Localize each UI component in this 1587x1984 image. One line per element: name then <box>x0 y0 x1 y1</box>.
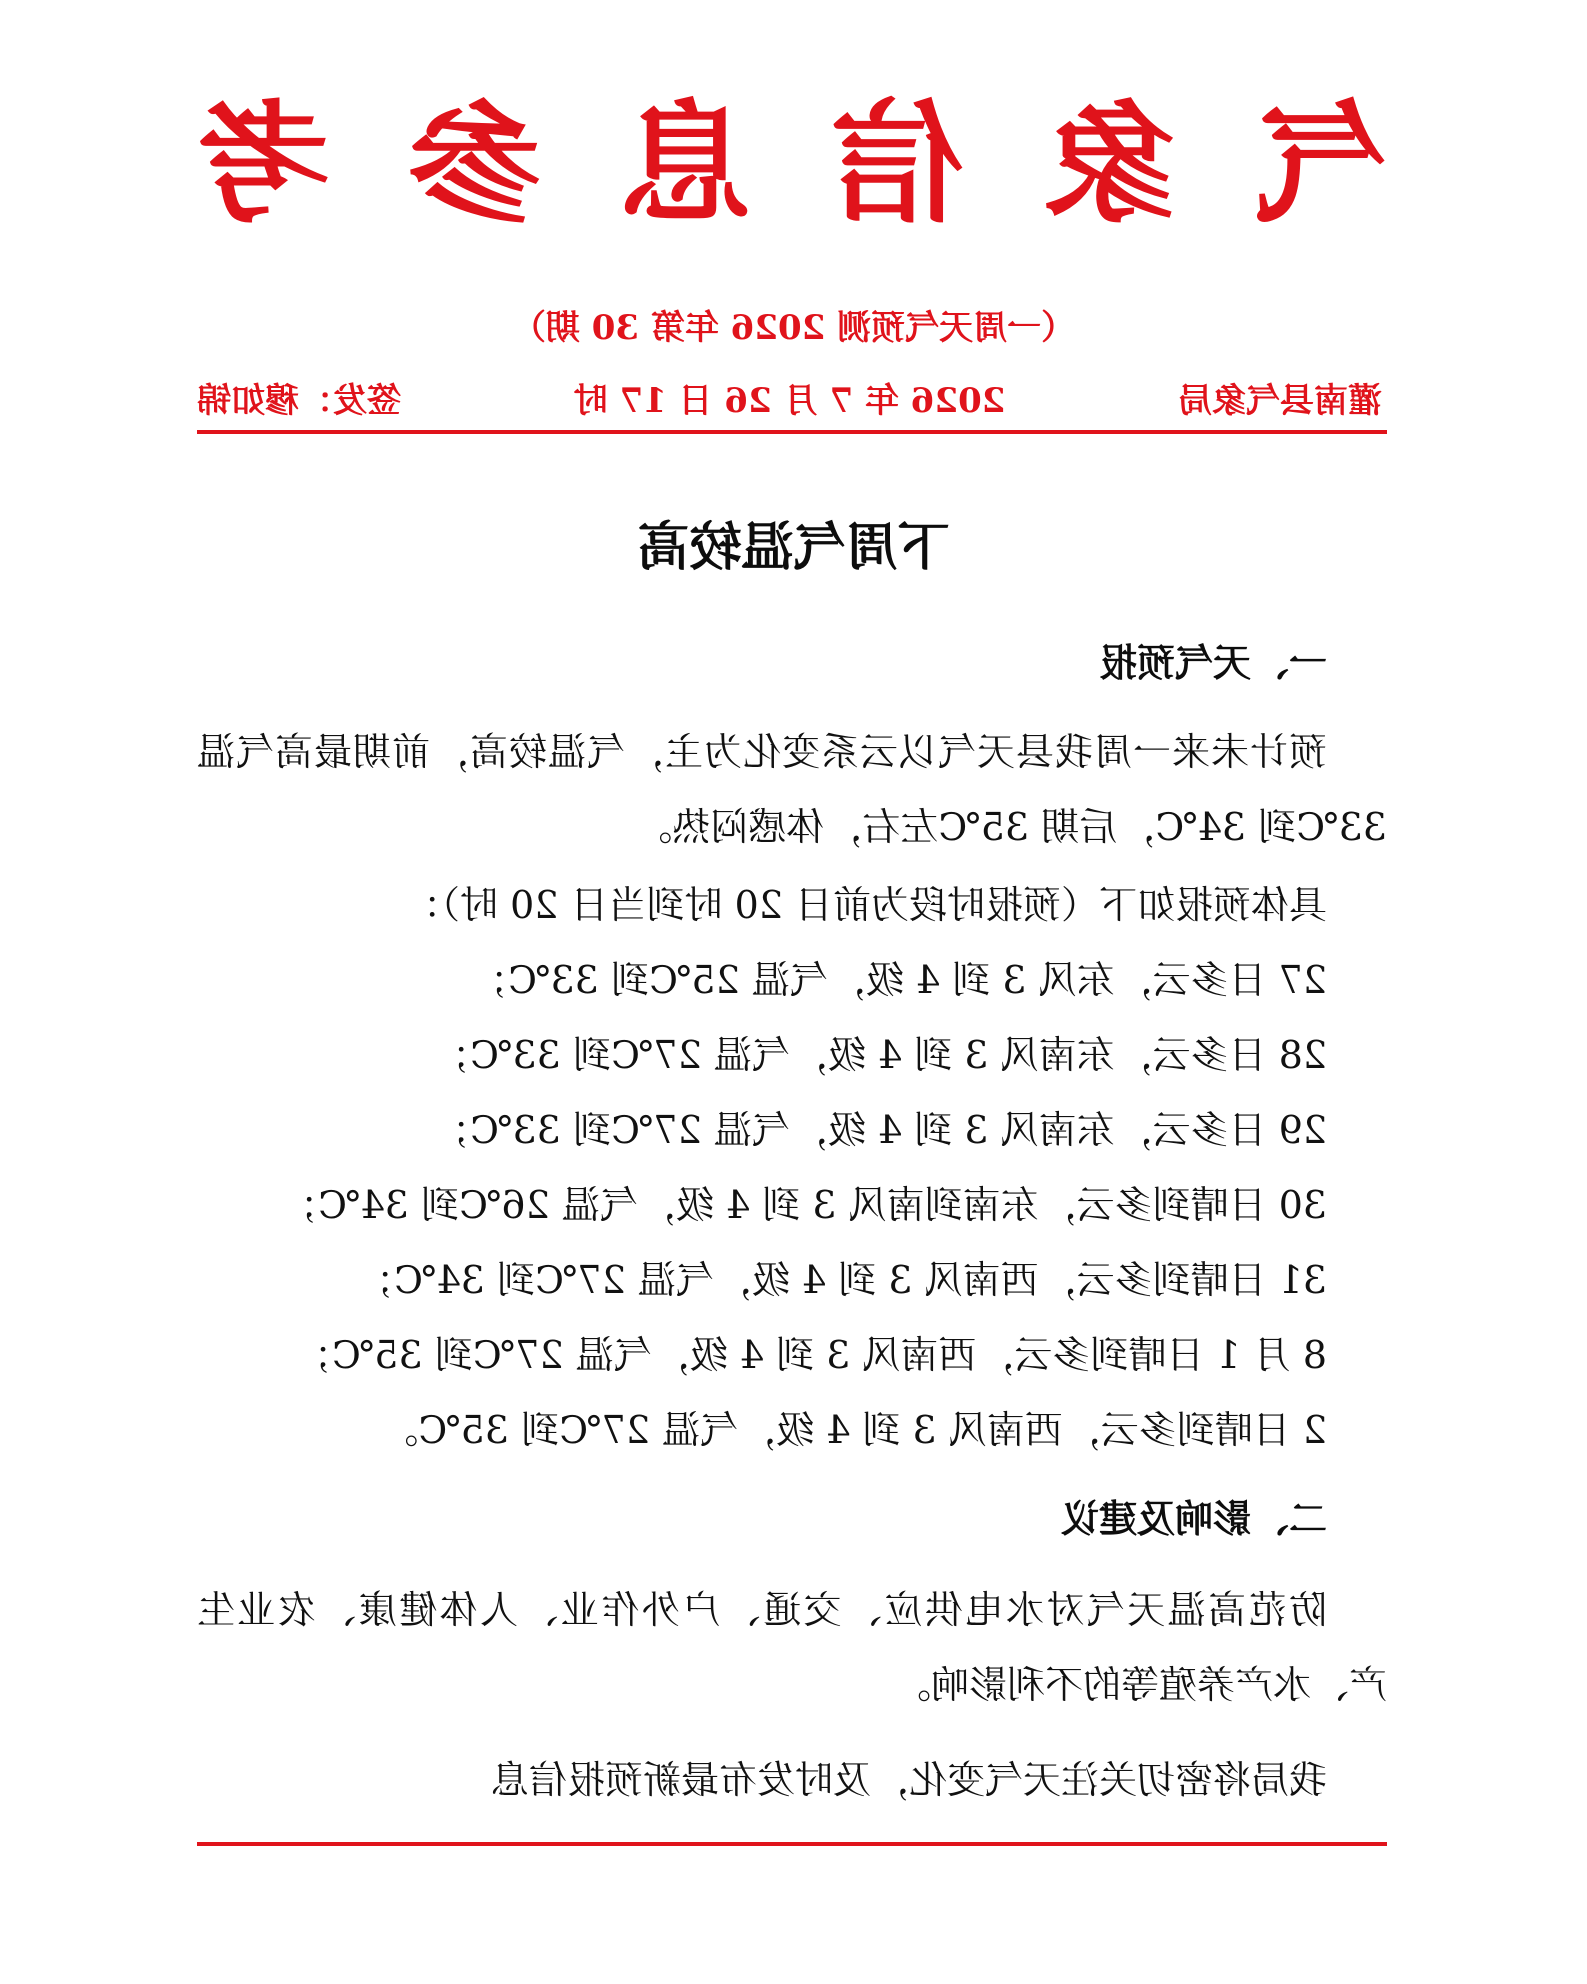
weather-summary: 预计未来一周我县天气以云系变化为主，气温较高，前期最高气温 33℃到 34℃，后期 35℃左右，体感闷热。 <box>197 730 1387 849</box>
forecast-day: 30 日晴到多云，东南到南风 3 到 4 级，气温 26℃到 34℃； <box>280 1183 1327 1227</box>
issue-datetime: 2026 年 7 月 26 日 17 时 <box>573 380 1006 421</box>
masthead-char: 考 <box>197 87 330 242</box>
masthead-title <box>197 87 1387 242</box>
impact-text: 防范高温天气对水电供应、交通、户外作业、人体健康、农业生产、水产养殖等的不利影响。 <box>197 1588 1387 1707</box>
closing-statement: 我局将密切关注天气变化，及时发布最新预报信息 <box>490 1758 1327 1802</box>
forecast-intro: 具体预报如下（预报时段为前日 20 时到当日 20 时）： <box>402 883 1327 927</box>
forecast-day: 27 日多云，东风 3 到 4 级，气温 25℃到 33℃； <box>470 958 1327 1002</box>
forecast-day: 31 日晴到多云，西南风 3 到 4 级，气温 27℃到 34℃； <box>356 1258 1327 1302</box>
masthead-char: 息 <box>620 87 753 242</box>
daily-forecast-list <box>280 943 1327 1468</box>
issue-number: （一周天气预测 2026 年第 30 期） <box>511 308 1076 348</box>
masthead-char: 参 <box>408 87 541 242</box>
issuer-name: 灌南县气象局 <box>1178 380 1382 421</box>
section-heading-impact: 二、影响及建议 <box>1060 1497 1327 1541</box>
forecast-day: 29 日多云，东南风 3 到 4 级，气温 27℃到 33℃； <box>432 1108 1327 1152</box>
section-heading-weather: 一、天气预报 <box>1098 641 1327 685</box>
masthead-char: 象 <box>1043 87 1176 242</box>
signer: 签发：穆如锦 <box>197 380 401 421</box>
document-title: 下周气温较高 <box>637 518 950 578</box>
masthead-char: 信 <box>831 87 964 242</box>
footer-divider <box>197 1842 1387 1846</box>
forecast-day: 2 日晴到多云，西南风 3 到 4 级，气温 27℃到 35℃。 <box>380 1408 1327 1452</box>
masthead-char: 气 <box>1255 87 1387 242</box>
forecast-day: 8 月 1 日晴到多云，西南风 3 到 4 级，气温 27℃到 35℃； <box>293 1333 1327 1377</box>
meta-row <box>197 372 1382 422</box>
header-divider <box>197 430 1387 434</box>
forecast-day: 28 日多云，东南风 3 到 4 级，气温 27℃到 33℃； <box>432 1033 1327 1077</box>
